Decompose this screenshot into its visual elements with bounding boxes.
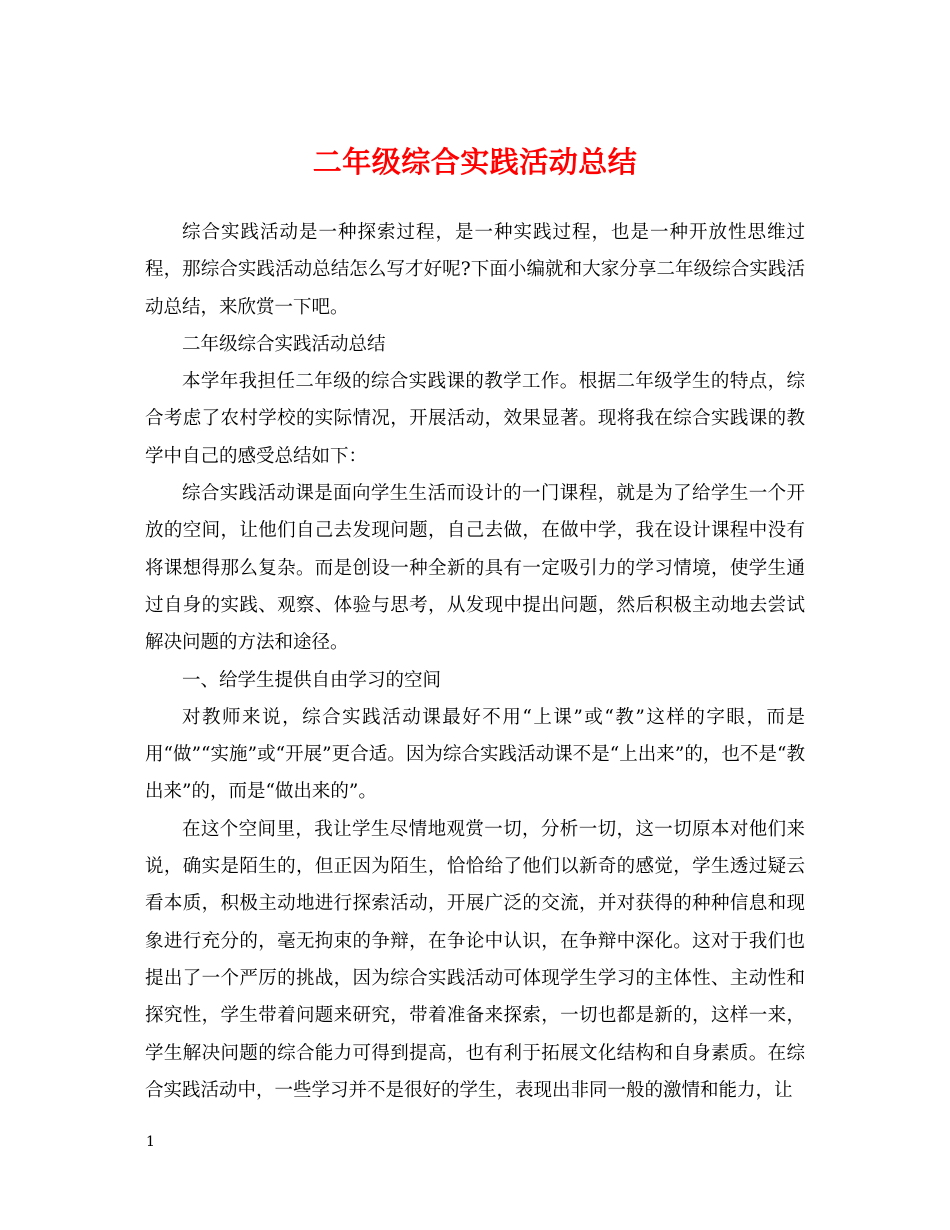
document-title: 二年级综合实践活动总结	[312, 145, 638, 179]
section-heading: 一、给学生提供自由学习的空间	[182, 669, 442, 691]
paragraph: 综合实践活动是一种探索过程，是一种实践过程，也是一种开放性思维过程，那综合实践活动总结怎么写才好呢?下面小编就和大家分享二年级综合实践活动总结，来欣赏一下吧。	[145, 222, 805, 318]
paragraph: 对教师来说，综合实践活动课最好不用“上课”或“教”这样的字眼，而是用“做”“实施”或“开展”更合适。因为综合实践活动课不是“上出来”的，也不是“教出来”的，而是“做出来的”。	[145, 706, 805, 803]
paragraph: 综合实践活动课是面向学生生活而设计的一门课程，就是为了给学生一个开放的空间，让他们自己去发现问题，自己去做，在做中学，我在设计课程中没有将课想得那么复杂。而是创设一种全新的具有一定吸引力的学习情境，使学生通过自身的实践、观察、体验与思考，从发现中提出问题，然后积极主动地去尝试解决问题的方法和途径。	[145, 483, 805, 654]
paragraph: 在这个空间里，我让学生尽情地观赏一切，分析一切，这一切原本对他们来说，确实是陌生的，但正因为陌生，恰恰给了他们以新奇的感觉，学生透过疑云看本质，积极主动地进行探索活动，开展广泛的交流，并对获得的种种信息和现象进行充分的，毫无拘束的争辩，在争论中认识，在争辩中深化。这对于我们也提出了一个严厉的挑战，因为综合实践活动可体现学生学习的主体性、主动性和探究性，学生带着问题来研究，带着准备来探索，一切也都是新的，这样一来，学生解决问题的综合能力可得到提高，也有利于拓展文化结构和自身素质。在综合实践活动中，一些学习并不是很好的学生，表现出非同一般的激情和能力，让	[145, 818, 805, 1101]
page-number: 1	[146, 1134, 155, 1150]
paragraph: 本学年我担任二年级的综合实践课的教学工作。根据二年级学生的特点，综合考虑了农村学校的实际情况，开展活动，效果显著。现将我在综合实践课的教学中自己的感受总结如下：	[145, 371, 805, 467]
section-heading: 二年级综合实践活动总结	[182, 333, 386, 355]
document-body	[145, 214, 805, 1109]
